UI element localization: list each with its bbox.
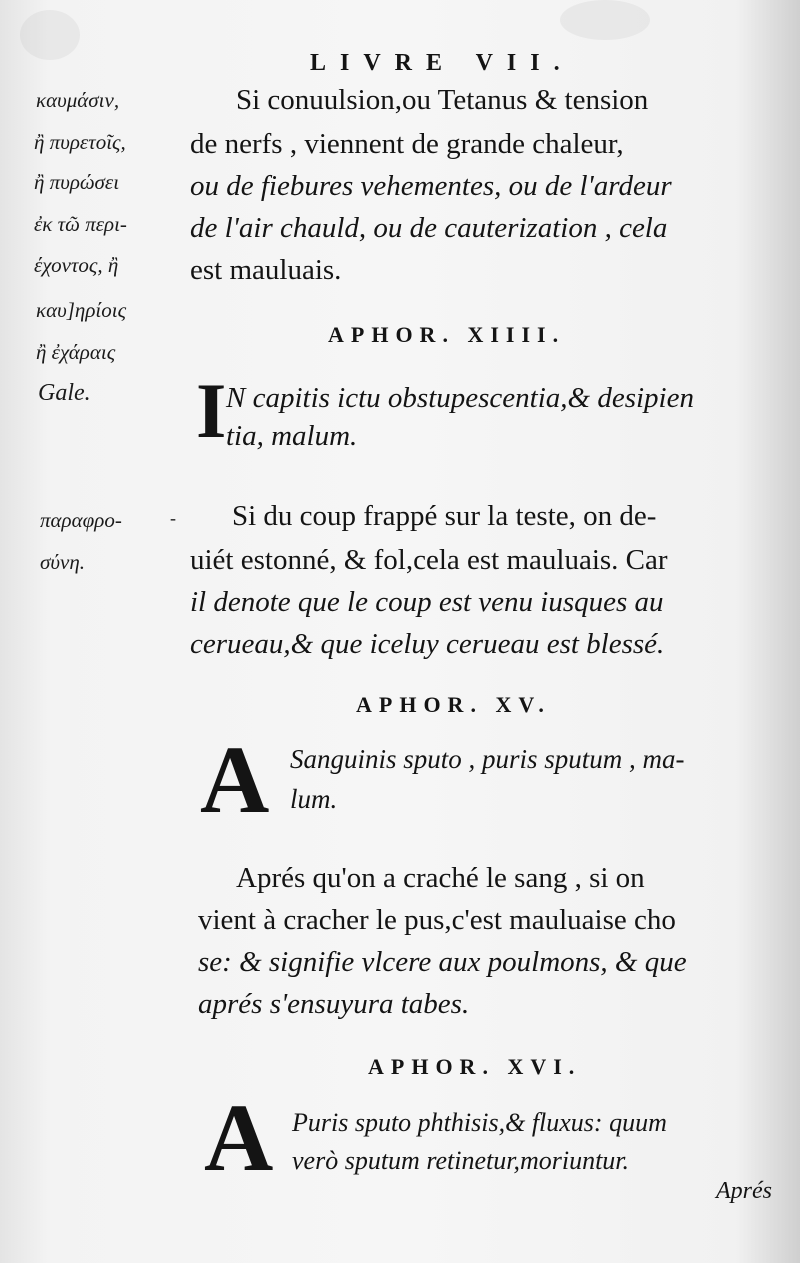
text-line: vient à cracher le pus,c'est mauluaise cho <box>198 904 676 936</box>
margin-note-author: Gale. <box>38 380 91 406</box>
catchword: Aprés <box>716 1178 772 1204</box>
latin-line: verò sputum retinetur,moriuntur. <box>292 1146 630 1175</box>
margin-note: παραφρο- <box>40 508 122 532</box>
reference-mark: - <box>170 508 176 528</box>
margin-note: καυ]ηρίοις <box>36 298 127 322</box>
running-head: LIVRE VII. <box>310 50 574 76</box>
text-line: se: & signifie vlcere aux poulmons, & que <box>198 946 687 978</box>
latin-line: Sanguinis sputo , puris sputum , ma- <box>290 744 685 774</box>
text-line: est mauluais. <box>190 254 342 286</box>
text-line: Si du coup frappé sur la teste, on de- <box>232 500 657 532</box>
margin-note: καυμάσιν, <box>36 88 120 112</box>
latin-line: lum. <box>290 784 338 814</box>
page-stain <box>560 0 650 40</box>
text-line: Aprés qu'on a craché le sang , si on <box>236 862 645 894</box>
text-line: de nerfs , viennent de grande chaleur, <box>190 128 624 160</box>
latin-line: N capitis ictu obstupescentia,& desipien <box>226 382 694 414</box>
text-line: aprés s'ensuyura tabes. <box>198 988 470 1020</box>
drop-cap: I <box>196 367 227 454</box>
page-stain <box>20 10 80 60</box>
text-line: de l'air chauld, ou de cauterization , cela <box>190 212 668 244</box>
margin-note: έχοντος, ἢ <box>34 253 119 277</box>
margin-note: ἐκ τῶ περι- <box>34 212 127 236</box>
aphorism-heading: APHOR. XVI. <box>368 1054 582 1079</box>
text-line: il denote que le coup est venu iusques au <box>190 586 664 618</box>
drop-cap: A <box>204 1084 274 1191</box>
text-line: uiét estonné, & fol,cela est mauluais. Car <box>190 544 668 576</box>
margin-note: ἢ πυρώσει <box>34 170 120 194</box>
margin-note: σύνη. <box>40 550 85 574</box>
text-line: Si conuulsion,ou Tetanus & tension <box>236 84 649 116</box>
drop-cap: A <box>200 726 270 833</box>
margin-note: ἢ ἐχάραις <box>36 340 116 364</box>
aphorism-heading: APHOR. XIIII. <box>328 322 566 347</box>
margin-note: ἢ πυρετοῖς, <box>34 130 126 154</box>
latin-line: Puris sputo phthisis,& fluxus: quum <box>292 1108 667 1137</box>
text-line: cerueau,& que iceluy cerueau est blessé. <box>190 628 665 660</box>
text-line: ou de fiebures vehementes, ou de l'ardeur <box>190 170 672 202</box>
aphorism-heading: APHOR. XV. <box>356 692 551 717</box>
latin-line: tia, malum. <box>226 420 358 452</box>
